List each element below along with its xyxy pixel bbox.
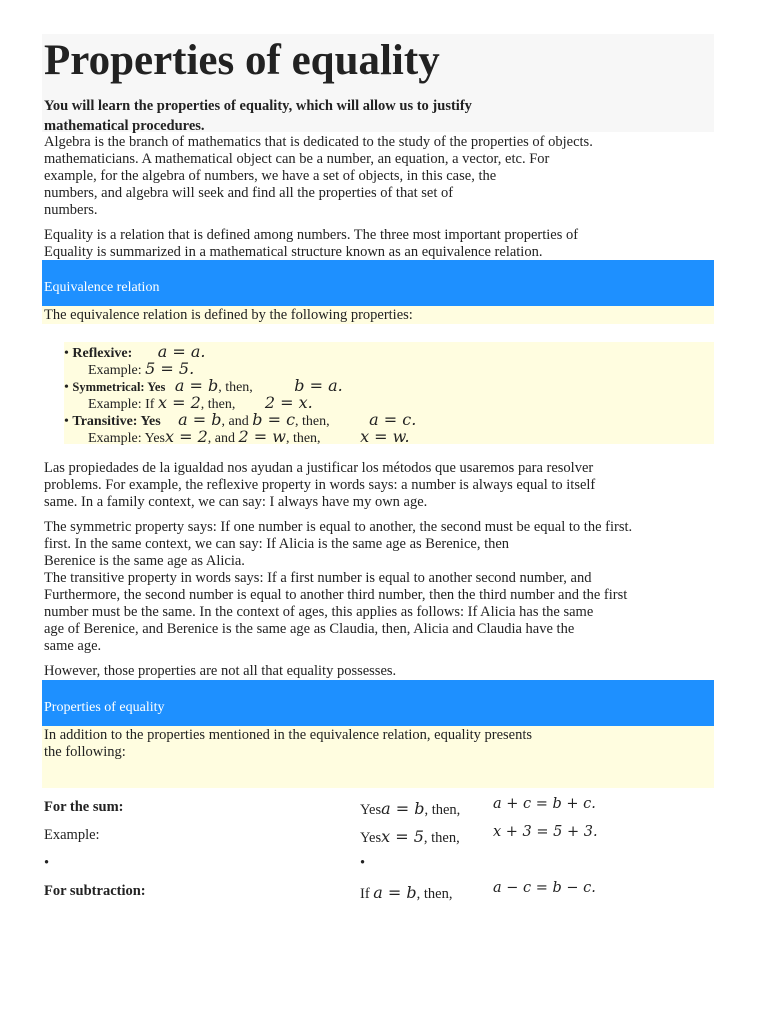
- then-text: , then,: [295, 414, 330, 429]
- symmetrical-math-2: b = a.: [294, 376, 343, 395]
- example-math-1: x = 5: [381, 827, 424, 846]
- paragraph-line: same. In a family context, we can say: I always have my own age.: [44, 494, 428, 510]
- intro-line: numbers, and algebra will seek and find all the properties of that set of: [44, 185, 454, 201]
- sum-condition: [360, 799, 460, 819]
- bullet-icon: •: [64, 414, 69, 429]
- transitive-example-math-3: x = w.: [360, 427, 410, 446]
- reflexive-label: Reflexive:: [72, 346, 133, 361]
- example-label: Example: Yes: [88, 431, 165, 446]
- subtitle-line-1: You will learn the properties of equality, which will allow us to justify: [44, 98, 472, 114]
- and-text: , and: [221, 414, 249, 429]
- paragraph-line: Berenice is the same age as Alicia.: [44, 553, 245, 569]
- example-label: Example:: [88, 363, 142, 378]
- equivalence-intro: The equivalence relation is defined by the following properties:: [44, 307, 413, 323]
- intro-line: example, for the algebra of numbers, we have a set of objects, in this case, the: [44, 168, 497, 184]
- paragraph-line: problems. For example, the reflexive property in words says: a number is always equal to itself: [44, 477, 596, 493]
- transitive-example-math-1: x = 2: [165, 427, 208, 446]
- paragraph-line: Furthermore, the second number is equal to another third number, then the third number and the first: [44, 587, 628, 603]
- section-heading-text: Equivalence relation: [44, 280, 160, 295]
- example-condition: [360, 827, 460, 847]
- example-label: Example: If: [88, 397, 155, 412]
- symmetric-paragraph: [44, 519, 632, 655]
- properties-list: [64, 342, 714, 444]
- subtraction-label: For subtraction:: [44, 883, 146, 899]
- symmetrical-example-math-2: 2 = x.: [264, 393, 313, 412]
- bullet-icon: •: [44, 855, 50, 871]
- then-text: , then,: [285, 431, 321, 446]
- transitive-label: Transitive: Yes: [72, 414, 161, 429]
- then-text: , then,: [424, 802, 461, 818]
- paragraph-line: number must be the same. In the context of ages, this applies as follows: If Alicia has the same: [44, 604, 594, 620]
- paragraph-line: the following:: [44, 744, 126, 760]
- symmetrical-label: Symmetrical: Yes: [72, 380, 166, 394]
- yes-text: Yes: [360, 802, 382, 818]
- paragraph-line: Las propiedades de la igualdad nos ayudan a justificar los métodos que usaremos para resolver: [44, 460, 594, 476]
- transitive-example-math-2: 2 = w: [238, 427, 286, 446]
- equality-line: Equality is summarized in a mathematical structure known as an equivalence relation.: [44, 244, 543, 260]
- paragraph-line: same age.: [44, 638, 102, 654]
- sub-math-2: a − c = b − c.: [493, 880, 596, 896]
- bullet-icon: •: [64, 380, 69, 395]
- however-paragraph: However, those properties are not all that equality possesses.: [44, 663, 397, 679]
- then-text: , then,: [200, 397, 236, 412]
- transitive-math-2: b = c: [252, 410, 296, 429]
- intro-line: mathematicians. A mathematical object can be a number, an equation, a vector, etc. For: [44, 151, 550, 167]
- intro-paragraph: [44, 134, 593, 219]
- section-heading-text: Properties of equality: [44, 700, 165, 715]
- equality-line: Equality is a relation that is defined among numbers. The three most important properties of: [44, 227, 579, 243]
- intro-line: numbers.: [44, 202, 98, 218]
- paragraph-line: age of Berenice, and Berenice is the same age as Claudia, then, Alicia and Claudia have the: [44, 621, 575, 637]
- then-text: , then,: [416, 886, 453, 902]
- subtraction-condition: [360, 883, 453, 903]
- transitive-math-1: a = b: [178, 410, 222, 429]
- sum-math-1: a = b: [381, 799, 425, 818]
- page-title: Properties of equality: [44, 37, 440, 84]
- and-text: , and: [207, 431, 235, 446]
- subtitle-line-2: mathematical procedures.: [44, 118, 205, 134]
- if-text: If: [360, 886, 370, 902]
- equality-paragraph: [44, 227, 578, 261]
- paragraph-line: In addition to the properties mentioned in the equivalence relation, equality presents: [44, 727, 533, 743]
- sum-label: For the sum:: [44, 799, 124, 815]
- bullet-icon: •: [64, 346, 69, 361]
- then-text: , then,: [423, 830, 460, 846]
- properties-intro: [44, 727, 532, 761]
- transitive-math-3: a = c.: [369, 410, 417, 429]
- reflexive-example-math: 5 = 5.: [145, 359, 195, 378]
- paragraph-line: The symmetric property says: If one number is equal to another, the second must be equal to the first.: [44, 519, 633, 535]
- sub-math-1: a = b: [373, 883, 417, 902]
- yes-text: Yes: [360, 830, 382, 846]
- paragraph-line: The transitive property in words says: If a first number is equal to another second number, and: [44, 570, 592, 586]
- symmetrical-math-1: a = b: [174, 376, 219, 395]
- paragraph-line: first. In the same context, we can say: If Alicia is the same age as Berenice, then: [44, 536, 510, 552]
- spanish-paragraph: [44, 460, 595, 511]
- section-heading-equivalence: [42, 260, 714, 306]
- example-label: Example:: [44, 827, 100, 843]
- symmetrical-example-math-1: x = 2: [157, 393, 201, 412]
- then-text: , then,: [218, 380, 253, 395]
- page-subtitle: [44, 96, 504, 136]
- bullet-icon: •: [360, 855, 366, 871]
- example-math-2: x + 3 = 5 + 3.: [493, 824, 598, 840]
- intro-line: Algebra is the branch of mathematics that is dedicated to the study of the properties of objects.: [44, 134, 593, 150]
- reflexive-math: a = a.: [157, 342, 206, 361]
- section-heading-properties: [42, 680, 714, 726]
- sum-math-2: a + c = b + c.: [493, 796, 596, 812]
- transitive-example: [88, 427, 410, 447]
